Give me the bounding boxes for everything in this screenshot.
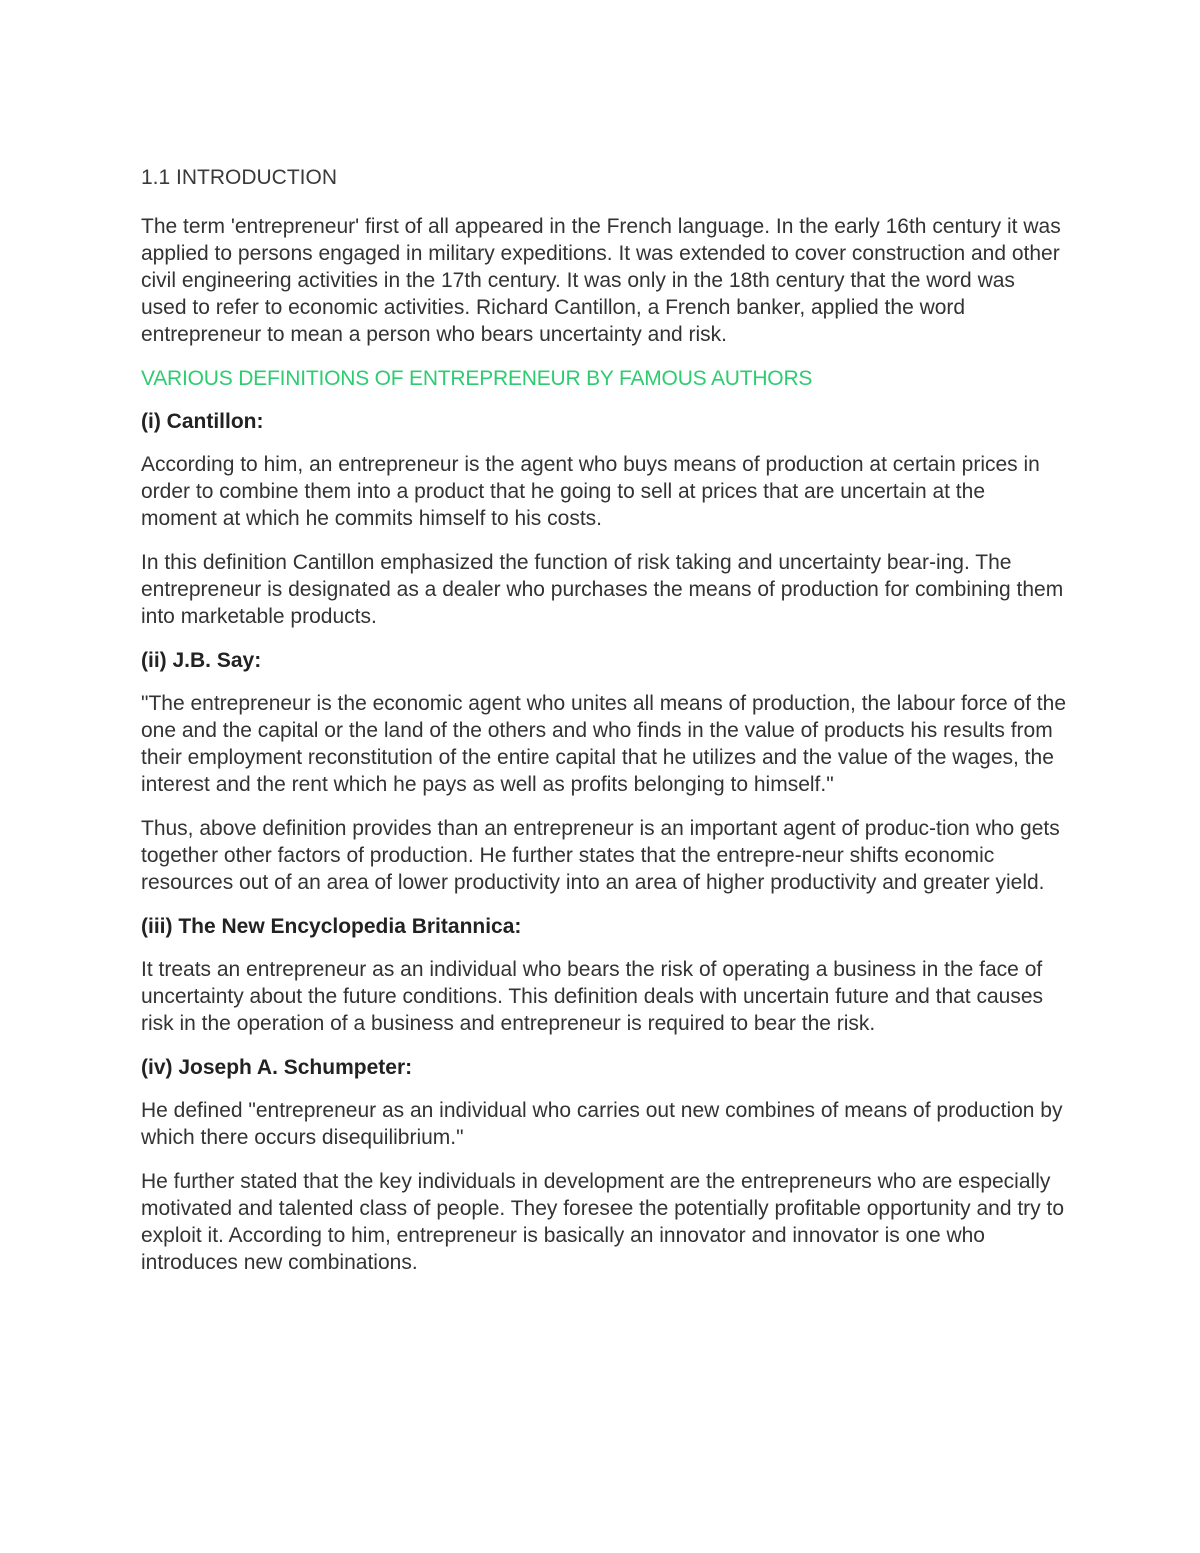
section-title: 1.1 INTRODUCTION	[141, 166, 338, 189]
definition-quote: "The entrepreneur is the economic agent who unites all means of production, the labour force of the one and the capital or the land of the others and who finds in the value of products his results from their employment reconstitution of the entire capital that he utilizes and the value of the wages, the interest and the rent which he pays as well as profits belonging to himself."	[141, 692, 1067, 796]
definition-paragraph: It treats an entrepreneur as an individual who bears the risk of operating a business in the face of uncertainty about the future conditions. This definition deals with uncertain future and that causes risk in the operation of a business and entrepreneur is required to bear the risk.	[141, 958, 1044, 1035]
definition-paragraph: Thus, above definition provides than an entrepreneur is an important agent of produc-tion who gets together other factors of production. He further states that the entrepre-neur shifts economic resources out of an area of lower productivity into an area of higher productivity and greater yield.	[141, 817, 1060, 894]
definition-heading-jb-say: (ii) J.B. Say:	[141, 649, 262, 672]
definition-paragraph: He defined "entrepreneur as an individual who carries out new combines of means of production by which there occurs disequilibrium."	[141, 1099, 1063, 1149]
definition-paragraph: According to him, an entrepreneur is the agent who buys means of production at certain prices in order to combine them into a product that he going to sell at prices that are uncertain at the moment at which he commits himself to his costs.	[141, 453, 1040, 530]
definition-heading-cantillon: (i) Cantillon:	[141, 410, 264, 433]
intro-paragraph: The term 'entrepreneur' first of all appeared in the French language. In the early 16th century it was applied to persons engaged in military expeditions. It was extended to cover construction and other civil engineering activities in the 17th century. It was only in the 18th century that the word was used to refer to economic activities. Richard Cantillon, a French banker, applied the word entrepreneur to mean a person who bears uncertainty and risk.	[141, 215, 1061, 346]
definitions-heading: VARIOUS DEFINITIONS OF ENTREPRENEUR BY FAMOUS AUTHORS	[141, 367, 813, 390]
document-page	[141, 164, 1066, 1293]
definition-heading-britannica: (iii) The New Encyclopedia Britannica:	[141, 915, 522, 938]
definition-paragraph: In this definition Cantillon emphasized the function of risk taking and uncertainty bear-ing. The entrepreneur is designated as a dealer who purchases the means of production for combining them into marketable products.	[141, 551, 1064, 628]
definition-paragraph: He further stated that the key individuals in development are the entrepreneurs who are especially motivated and talented class of people. They foresee the potentially profitable opportunity and try to exploit it. According to him, entrepreneur is basically an innovator and innovator is one who introduces new combinations.	[141, 1170, 1065, 1274]
definition-heading-schumpeter: (iv) Joseph A. Schumpeter:	[141, 1056, 413, 1079]
